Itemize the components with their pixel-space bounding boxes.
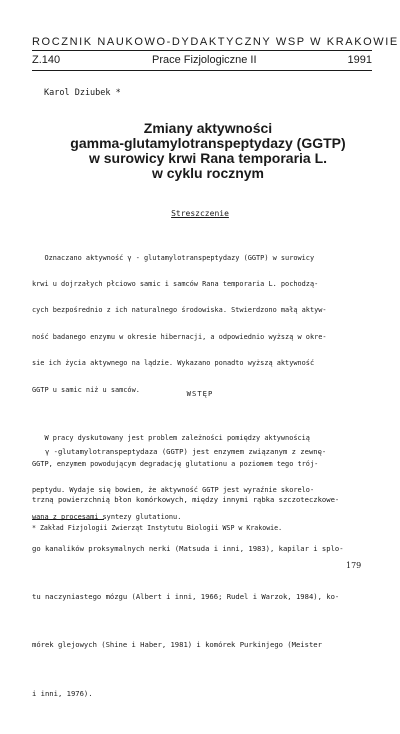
article-title xyxy=(60,121,356,181)
title-line: gamma-glutamylotranspeptydazy (GGTP) xyxy=(70,135,346,151)
header-rule-top xyxy=(32,50,372,51)
series-name: Prace Fizjologiczne II xyxy=(152,54,257,66)
abstract-line: peptydu. Wydaje się bowiem, że aktywność GGTP jest wyraźnie skorelo- xyxy=(32,486,315,495)
title-line: Zmiany aktywności xyxy=(143,120,273,136)
abstract-line: sie ich życia aktywnego na lądzie. Wykazano ponadto wyższą aktywność xyxy=(32,359,315,368)
abstract-line: cych bezpośrednio z ich naturalnego środowiska. Stwierdzono małą aktyw- xyxy=(32,306,327,315)
intro-line: tu naczyniastego mózgu (Albert i inni, 1966; Rudel i Warzok, 1984), ko- xyxy=(32,592,340,602)
abstract-line: ność badanego enzymu w okresie hibernacji, a odpowiednio wyższą w okre- xyxy=(32,332,327,341)
intro-line: go kanalików proksymalnych nerki (Matsuda i inni, 1983), kapilar i splo- xyxy=(32,543,344,553)
intro-line: trzną powierzchnią błon komórkowych, między innymi rąbka szczoteczkowe- xyxy=(32,495,340,505)
intro-line: mórek glejowych (Shine i Haber, 1981) i komórek Purkinjego (Meister xyxy=(32,640,322,650)
abstract-line: Oznaczano aktywność γ - glutamylotranspeptydazy (GGTP) w surowicy xyxy=(32,253,315,262)
issue-number: Z.140 xyxy=(32,54,61,66)
publication-year: 1991 xyxy=(347,54,372,66)
abstract-line: GGTP, enzymem powodującym degradację glutationu a poziomem tego trój- xyxy=(32,459,319,468)
abstract-line: krwi u dojrzałych płciowo samic i samców Rana temporaria L. pochodzą- xyxy=(32,279,319,288)
footnote-rule xyxy=(32,519,104,520)
author-affiliation-footnote: * Zakład Fizjologii Zwierząt Instytutu Biologii WSP w Krakowie. xyxy=(32,524,283,532)
title-line: w cyklu rocznym xyxy=(151,165,265,181)
page-number: 179 xyxy=(346,561,362,570)
abstract-heading: Streszczenie xyxy=(171,209,229,218)
intro-body xyxy=(32,412,376,734)
title-line: w surowicy krwi Rana temporaria L. xyxy=(88,150,328,166)
issue-row xyxy=(32,54,372,68)
abstract-line: GGTP u samic niż u samców. xyxy=(32,385,140,394)
intro-line: γ -glutamylotranspeptydaza (GGTP) jest enzymem związanym z zewnę- xyxy=(32,447,327,457)
header-rule-bottom xyxy=(32,70,372,71)
section-heading-intro: WSTĘP xyxy=(186,389,214,398)
intro-line: i inni, 1976). xyxy=(32,688,93,698)
abstract-line: wana z procesami syntezy glutationu. xyxy=(32,512,182,521)
journal-name: ROCZNIK NAUKOWO-DYDAKTYCZNY WSP W KRAKOWIE xyxy=(32,36,399,48)
author-name: Karol Dziubek * xyxy=(44,88,121,98)
abstract-line: W pracy dyskutowany jest problem zależności pomiędzy aktywnością xyxy=(32,433,310,442)
